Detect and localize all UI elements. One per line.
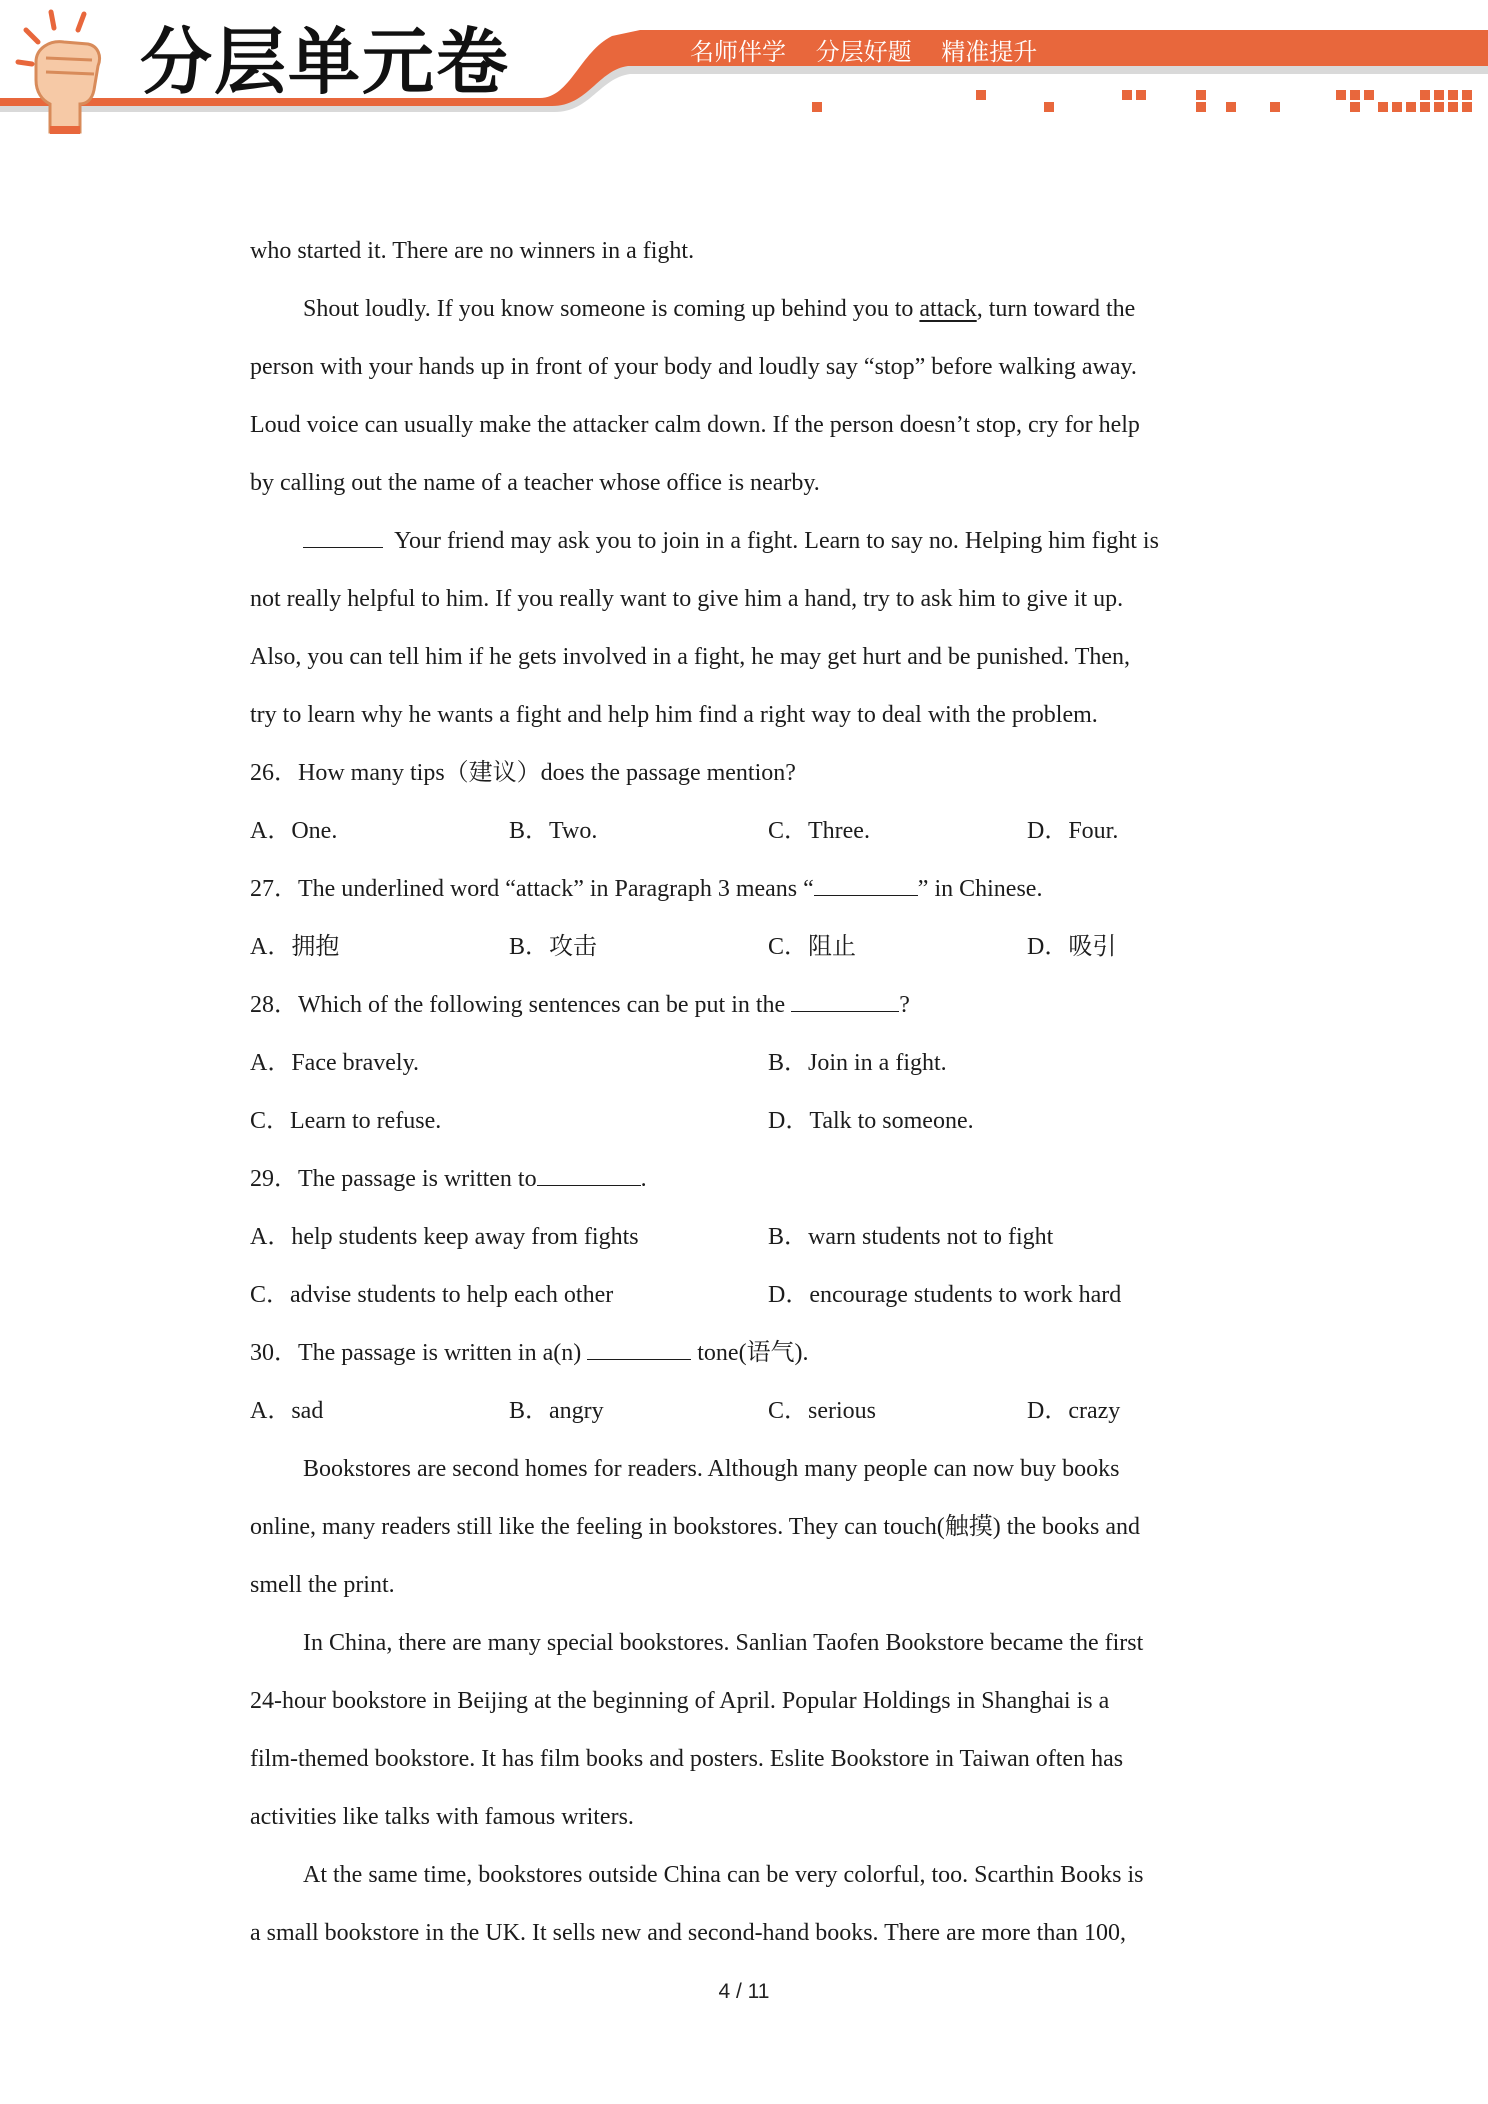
slogan-bar	[690, 34, 1059, 70]
p3-post: , turn toward the	[976, 296, 1136, 322]
passage2-line-6: film-themed bookstore. It has film books and posters. Eslite Bookstore in Taiwan often has	[250, 1746, 1124, 1772]
q28-blank[interactable]	[791, 989, 899, 1012]
slogan-1: 名师伴学	[690, 38, 786, 66]
question-29	[250, 1150, 647, 1208]
q28-option-a[interactable]: A．Face bravely.	[250, 1050, 420, 1076]
passage1-line-3: person with your hands up in front of your body and loudly say “stop” before walking away.	[250, 354, 1137, 380]
question-30	[250, 1324, 809, 1382]
passage1-line-8: Also, you can tell him if he gets involved in a fight, he may get hurt and be punished. Then,	[250, 644, 1131, 670]
q29-post: .	[640, 1166, 647, 1192]
passage1-line-7: not really helpful to him. If you really want to give him a hand, try to ask him to give it up.	[250, 586, 1124, 612]
passage1-line-9: try to learn why he wants a fight and help him find a right way to deal with the problem.	[250, 702, 1098, 728]
q27-option-c[interactable]: C．阻止	[768, 934, 857, 960]
q27-option-b[interactable]: B．攻击	[509, 934, 598, 960]
slogan-2: 分层好题	[815, 38, 912, 66]
q30-option-a[interactable]: A．sad	[250, 1398, 324, 1424]
q30-pre: 30．The passage is written in a(n)	[250, 1340, 588, 1366]
q28-option-b[interactable]: B．Join in a fight.	[768, 1050, 947, 1076]
header-banner	[0, 0, 1488, 140]
q28-option-d[interactable]: D．Talk to someone.	[768, 1108, 974, 1134]
q29-option-c[interactable]: C．advise students to help each other	[250, 1282, 614, 1308]
passage2-line-9: a small bookstore in the UK. It sells new and second-hand books. There are more than 100,	[250, 1920, 1126, 1946]
passage2-line-5: 24-hour bookstore in Beijing at the beginning of April. Popular Holdings in Shanghai is a	[250, 1688, 1110, 1714]
passage1-line-4: Loud voice can usually make the attacker calm down. If the person doesn’t stop, cry for help	[250, 412, 1140, 438]
q29-pre: 29．The passage is written to	[250, 1166, 537, 1192]
slogan-3: 精准提升	[941, 38, 1038, 66]
q29-option-a[interactable]: A．help students keep away from fights	[250, 1224, 639, 1250]
passage2-line-7: activities like talks with famous writers.	[250, 1804, 634, 1830]
page-number: 4 / 11	[718, 1980, 770, 2003]
underlined-word-attack: attack	[919, 296, 977, 322]
passage2-line-8: At the same time, bookstores outside China can be very colorful, too. Scarthin Books is	[303, 1862, 1144, 1888]
q27-blank[interactable]	[814, 873, 918, 896]
question-26: 26．How many tips（建议）does the passage mention?	[250, 760, 796, 786]
passage1-paragraph3-line	[250, 280, 1135, 338]
answer-blank[interactable]	[303, 525, 383, 548]
passage2-line-3: smell the print.	[250, 1572, 395, 1598]
passage1-line-6	[250, 512, 1159, 570]
question-27	[250, 860, 1042, 918]
q27-option-a[interactable]: A．拥抱	[250, 934, 340, 960]
passage2-line-1: Bookstores are second homes for readers. Although many people can now buy books	[303, 1456, 1120, 1482]
q26-option-d[interactable]: D．Four.	[1027, 818, 1119, 844]
q30-option-d[interactable]: D．crazy	[1027, 1398, 1121, 1424]
passage1-line-5: by calling out the name of a teacher whose office is nearby.	[250, 470, 820, 496]
q26-option-a[interactable]: A．One.	[250, 818, 338, 844]
q28-option-c[interactable]: C．Learn to refuse.	[250, 1108, 442, 1134]
q28-post: ?	[899, 992, 910, 1018]
q29-option-d[interactable]: D．encourage students to work hard	[768, 1282, 1122, 1308]
q27-post: ” in Chinese.	[917, 876, 1043, 902]
fist-icon	[6, 0, 116, 140]
q29-option-b[interactable]: B．warn students not to fight	[768, 1224, 1054, 1250]
q27-pre: 27．The underlined word “attack” in Paragraph 3 means “	[250, 876, 814, 902]
passage2-line-2: online, many readers still like the feeling in bookstores. They can touch(触摸) the books and	[250, 1514, 1141, 1540]
q26-option-b[interactable]: B．Two.	[509, 818, 598, 844]
p6-text: Your friend may ask you to join in a fight. Learn to say no. Helping him fight is	[394, 528, 1159, 554]
q30-option-b[interactable]: B．angry	[509, 1398, 604, 1424]
q30-option-c[interactable]: C．serious	[768, 1398, 876, 1424]
q26-option-c[interactable]: C．Three.	[768, 818, 870, 844]
q30-blank[interactable]	[587, 1337, 691, 1360]
q28-pre: 28．Which of the following sentences can be put in the	[250, 992, 792, 1018]
q29-blank[interactable]	[537, 1163, 641, 1186]
p3-pre: Shout loudly. If you know someone is coming up behind you to	[303, 296, 920, 322]
brand-title: 分层单元卷	[140, 20, 511, 104]
passage1-line-1: who started it. There are no winners in a fight.	[250, 238, 695, 264]
passage2-line-4: In China, there are many special bookstores. Sanlian Taofen Bookstore became the first	[303, 1630, 1144, 1656]
q27-option-d[interactable]: D．吸引	[1027, 934, 1117, 960]
q30-post: tone(语气).	[691, 1340, 809, 1366]
question-28	[250, 976, 910, 1034]
